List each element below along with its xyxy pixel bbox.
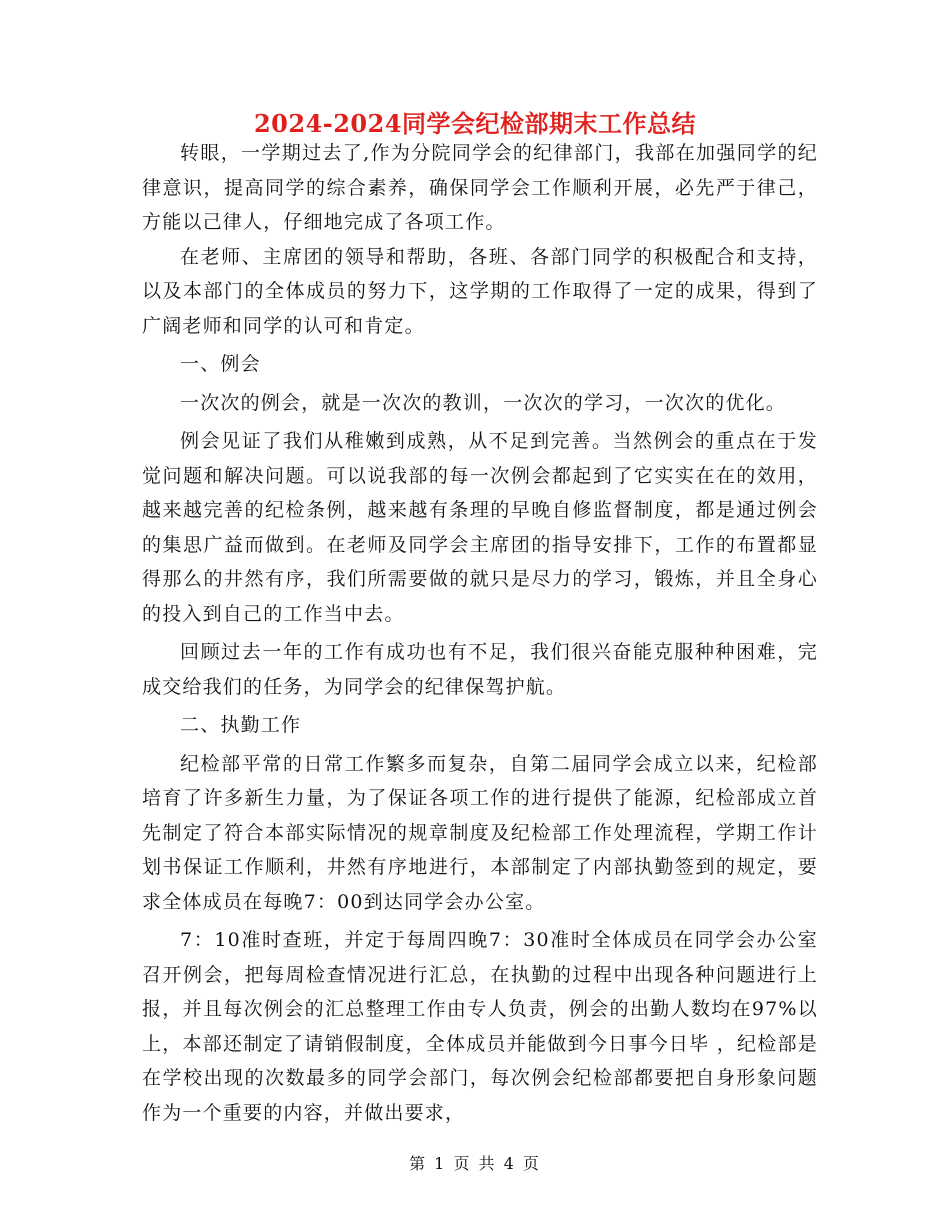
paragraph-thanks: 在老师、主席团的领导和帮助，各班、各部门同学的积极配合和支持，以及本部门的全体成员的努力下，这学期的工作取得了一定的成果，得到了广阔老师和同学的认可和肯定。: [142, 245, 818, 337]
paragraph-duty-2: 7：10准时查班，并定于每周四晚7：30准时全体成员在同学会办公室召开例会，把每周检查情况进行汇总，在执勤的过程中出现各种问题进行上报，并且每次例会的汇总整理工作由专人负责，例会的出勤人数均在97%以上，本部还制定了请销假制度，全体成员并能做到今日事今日毕 ，纪检部是在学校出现的次数最多的同学会部门，每次例会纪检部都要把自身形象问题作为一个重要的内容，并做出要求，: [142, 929, 818, 1124]
paragraph-review: 回顾过去一年的工作有成功也有不足，我们很兴奋能克服种种困难，完成交给我们的任务，为同学会的纪律保驾护航。: [142, 641, 818, 698]
section-heading-meetings: 一、例会: [180, 353, 261, 375]
paragraph-duty-1: 纪检部平常的日常工作繁多而复杂，自第二届同学会成立以来，纪检部培育了许多新生力量，为了保证各项工作的进行提供了能源，纪检部成立首先制定了符合本部实际情况的规章制度及纪检部工作处理流程，学期工作计划书保证工作顺利，井然有序地进行，本部制定了内部执勤签到的规定，要求全体成员在每晚7：00到达同学会办公室。: [142, 752, 818, 913]
page-number-footer: 第 1 页 共 4 页: [409, 1154, 541, 1173]
paragraph-intro: 转眼，一学期过去了,作为分院同学会的纪律部门，我部在加强同学的纪律意识，提高同学的综合素养，确保同学会工作顺利开展，必先严于律己，方能以己律人，仔细地完成了各项工作。: [142, 142, 818, 233]
paragraph-meetings-1: 一次次的例会，就是一次次的教训，一次次的学习，一次次的优化。: [180, 391, 787, 414]
paragraph-meetings-2: 例会见证了我们从稚嫩到成熟，从不足到完善。当然例会的重点在于发觉问题和解决问题。可以说我部的每一次例会都起到了它实实在在的效用，越来越完善的纪检条例，越来越有条理的早晚自修监督制度，都是通过例会的集思广益而做到。在老师及同学会主席团的指导安排下，工作的布置都显得那么的井然有序，我们所需要做的就只是尽力的学习，锻炼，并且全身心的投入到自己的工作当中去。: [142, 430, 818, 625]
document-body: [142, 136, 818, 1134]
section-heading-duty: 二、执勤工作: [180, 714, 302, 736]
document-title: 2024-2024同学会纪检部期末工作总结: [253, 109, 697, 138]
